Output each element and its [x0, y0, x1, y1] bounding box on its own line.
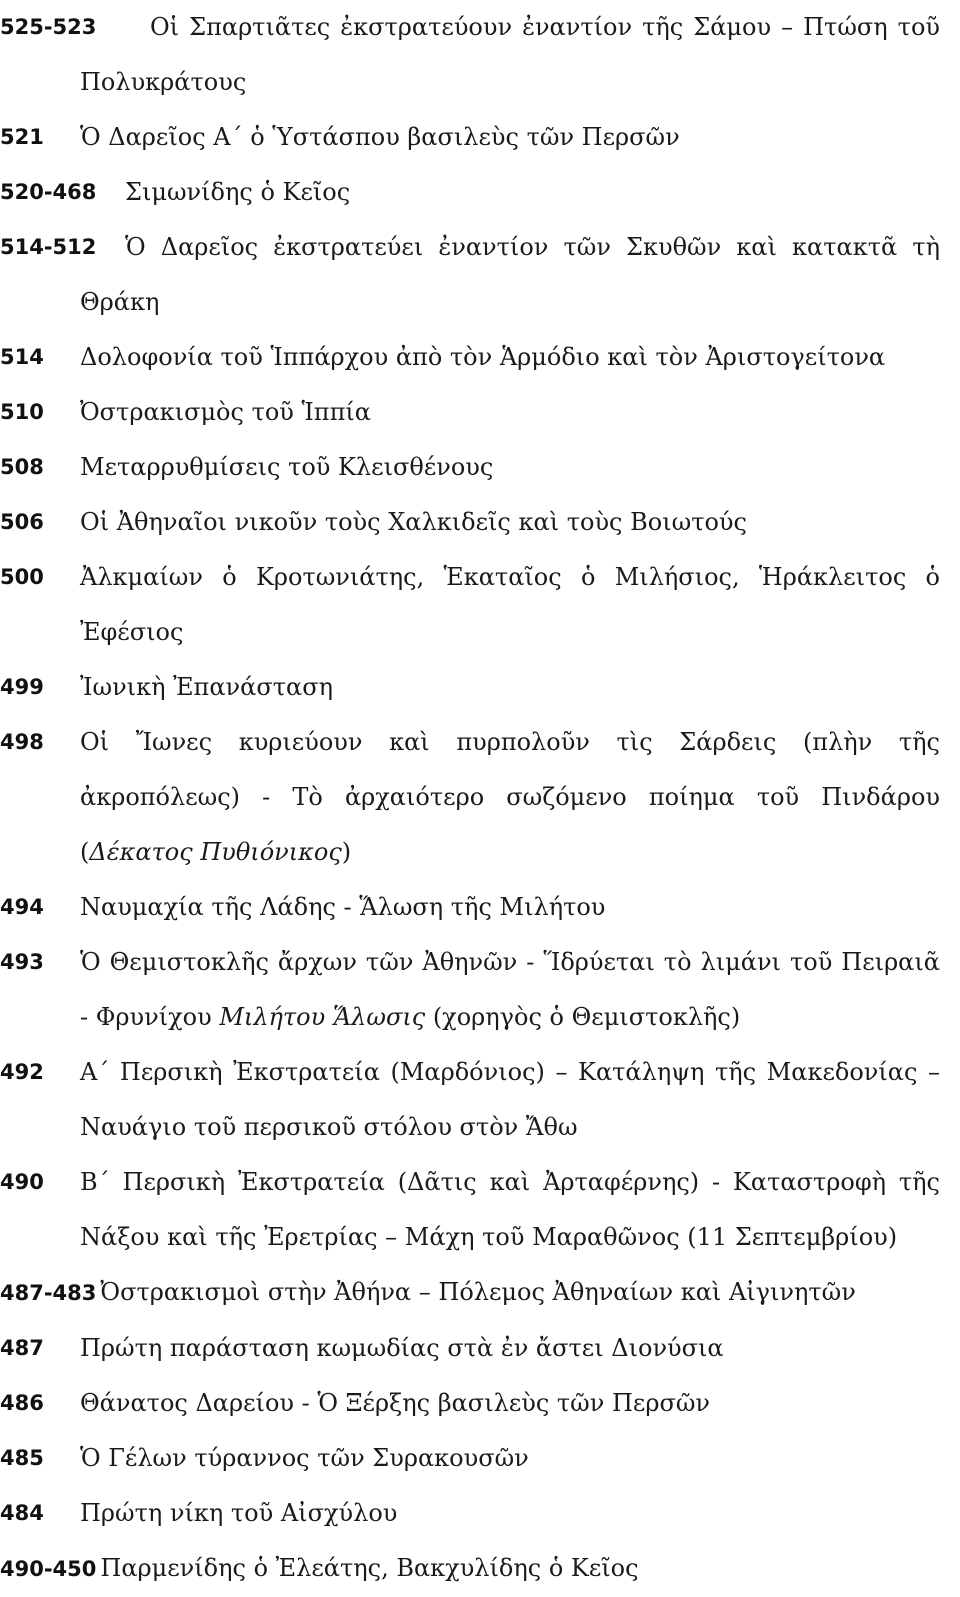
entry-year: 492 [0, 1060, 44, 1084]
chronology-entry [0, 385, 940, 440]
entry-title-italic: Δέκατος Πυθιόνικος [89, 838, 342, 866]
entry-text: Ὁ Δαρεῖος ἐκστρατεύει ἐναντίον τῶν Σκυθῶν καὶ κατακτᾶ τὴ Θράκη [80, 233, 940, 316]
entry-year: 506 [0, 510, 44, 534]
entry-text: Ἀλκμαίων ὁ Κροτωνιάτης, Ἑκαταῖος ὁ Μιλήσιος, Ἡράκλειτος ὁ Ἐφέσιος [80, 563, 940, 646]
entry-text: Ἰωνικὴ Ἐπανάσταση [80, 673, 333, 701]
entry-year: 487 [0, 1336, 44, 1360]
chronology-entry [0, 1486, 940, 1541]
entry-year: 490-450 [0, 1557, 97, 1581]
entry-year: 525-523 [0, 15, 97, 39]
entry-year: 510 [0, 400, 44, 424]
entry-text: Σιμωνίδης ὁ Κεῖος [125, 178, 351, 206]
entry-text: Πρώτη παράσταση κωμωδίας στὰ ἐν ἄστει Διονύσια [80, 1334, 724, 1362]
entry-year: 494 [0, 895, 44, 919]
chronology-entry [0, 1541, 940, 1597]
entry-text: Παρμενίδης ὁ Ἐλεάτης, Βακχυλίδης ὁ Κεῖος [100, 1554, 639, 1582]
chronology-entry [0, 1045, 940, 1155]
entry-year: 487-483 [0, 1281, 97, 1305]
entry-year: 485 [0, 1446, 44, 1470]
entry-text: Οἱ Ἀθηναῖοι νικοῦν τοὺς Χαλκιδεῖς καὶ τοὺς Βοιωτούς [80, 508, 747, 536]
entry-year: 521 [0, 125, 44, 149]
chronology-entry [0, 1376, 940, 1431]
entry-text: Πρώτη νίκη τοῦ Αἰσχύλου [80, 1499, 398, 1527]
entry-text: Ναυμαχία τῆς Λάδης - Ἅλωση τῆς Μιλήτου [80, 893, 606, 921]
entry-year: 486 [0, 1391, 44, 1415]
chronology-entry [0, 1265, 940, 1321]
entry-text: Α΄ Περσικὴ Ἐκστρατεία (Μαρδόνιος) – Κατάληψη τῆς Μακεδονίας – Ναυάγιο τοῦ περσικοῦ στόλου στὸν Ἄθω [80, 1058, 940, 1141]
chronology-entry [0, 330, 940, 385]
entry-text [80, 715, 940, 880]
entry-year: 493 [0, 950, 44, 974]
entry-text: Ὀστρακισμοὶ στὴν Ἀθήνα – Πόλεμος Ἀθηναίων καὶ Αἰγινητῶν [100, 1278, 856, 1306]
entry-text: Μεταρρυθμίσεις τοῦ Κλεισθένους [80, 453, 494, 481]
chronology-entry [0, 935, 940, 1045]
entry-text: Δολοφονία τοῦ Ἱππάρχου ἀπὸ τὸν Ἁρμόδιο καὶ τὸν Ἀριστογείτονα [80, 343, 886, 371]
chronology-entry [0, 0, 940, 110]
chronology-entry [0, 110, 940, 165]
chronology-entry [0, 1321, 940, 1376]
entry-year: 520-468 [0, 180, 97, 204]
entry-year: 514 [0, 345, 44, 369]
chronology-entry [0, 550, 940, 660]
entry-year: 498 [0, 730, 44, 754]
entry-year: 490 [0, 1170, 44, 1194]
chronology-entry [0, 880, 940, 935]
entry-year: 484 [0, 1501, 44, 1525]
chronology-entry [0, 440, 940, 495]
entry-year: 499 [0, 675, 44, 699]
chronology-entry [0, 1431, 940, 1486]
entry-text: Ὁ Δαρεῖος Α΄ ὁ Ὑστάσπου βασιλεὺς τῶν Περσῶν [80, 123, 680, 151]
chronology-entry [0, 715, 940, 880]
entry-text: Ὀστρακισμὸς τοῦ Ἱππία [80, 398, 371, 426]
entry-text: Ὁ Γέλων τύραννος τῶν Συρακουσῶν [80, 1444, 529, 1472]
entry-text-part: ) [341, 838, 352, 866]
chronology-entry [0, 495, 940, 550]
entry-text-part: Οἱ Ἴωνες κυριεύουν καὶ πυρπολοῦν τὶς Σάρδεις (πλὴν τῆς ἀκροπόλεως) - Τὸ ἀρχαιότερο σωζόμενο ποίημα τοῦ Πινδάρου ( [80, 728, 940, 866]
entry-text: Θάνατος Δαρείου - Ὁ Ξέρξης βασιλεὺς τῶν Περσῶν [80, 1389, 710, 1417]
chronology-entry [0, 220, 940, 330]
entry-text-part: (χορηγὸς ὁ Θεμιστοκλῆς) [425, 1003, 741, 1031]
chronology-entry [0, 1155, 940, 1265]
entry-year: 508 [0, 455, 44, 479]
entry-text: Οἱ Σπαρτιᾶτες ἐκστρατεύουν ἐναντίον τῆς Σάμου – Πτώση τοῦ Πολυκράτους [80, 13, 940, 96]
entry-title-italic: Μιλήτου Ἅλωσις [219, 1003, 426, 1031]
chronology-entry [0, 660, 940, 715]
entry-text [80, 935, 940, 1045]
entry-text-part: Ὁ Θεμιστοκλῆς ἄρχων τῶν Ἀθηνῶν - Ἵδρύεται τὸ λιμάνι τοῦ Πειραιᾶ - Φρυνίχου [80, 948, 940, 1031]
entry-year: 500 [0, 565, 44, 589]
chronology-entry [0, 165, 940, 220]
entry-year: 514-512 [0, 235, 97, 259]
entry-text: Β΄ Περσικὴ Ἐκστρατεία (Δᾶτις καὶ Ἀρταφέρνης) - Καταστροφὴ τῆς Νάξου καὶ τῆς Ἐρετρίας – Μάχη τοῦ Μαραθῶνος (11 Σεπτεμβρίου) [80, 1168, 940, 1251]
